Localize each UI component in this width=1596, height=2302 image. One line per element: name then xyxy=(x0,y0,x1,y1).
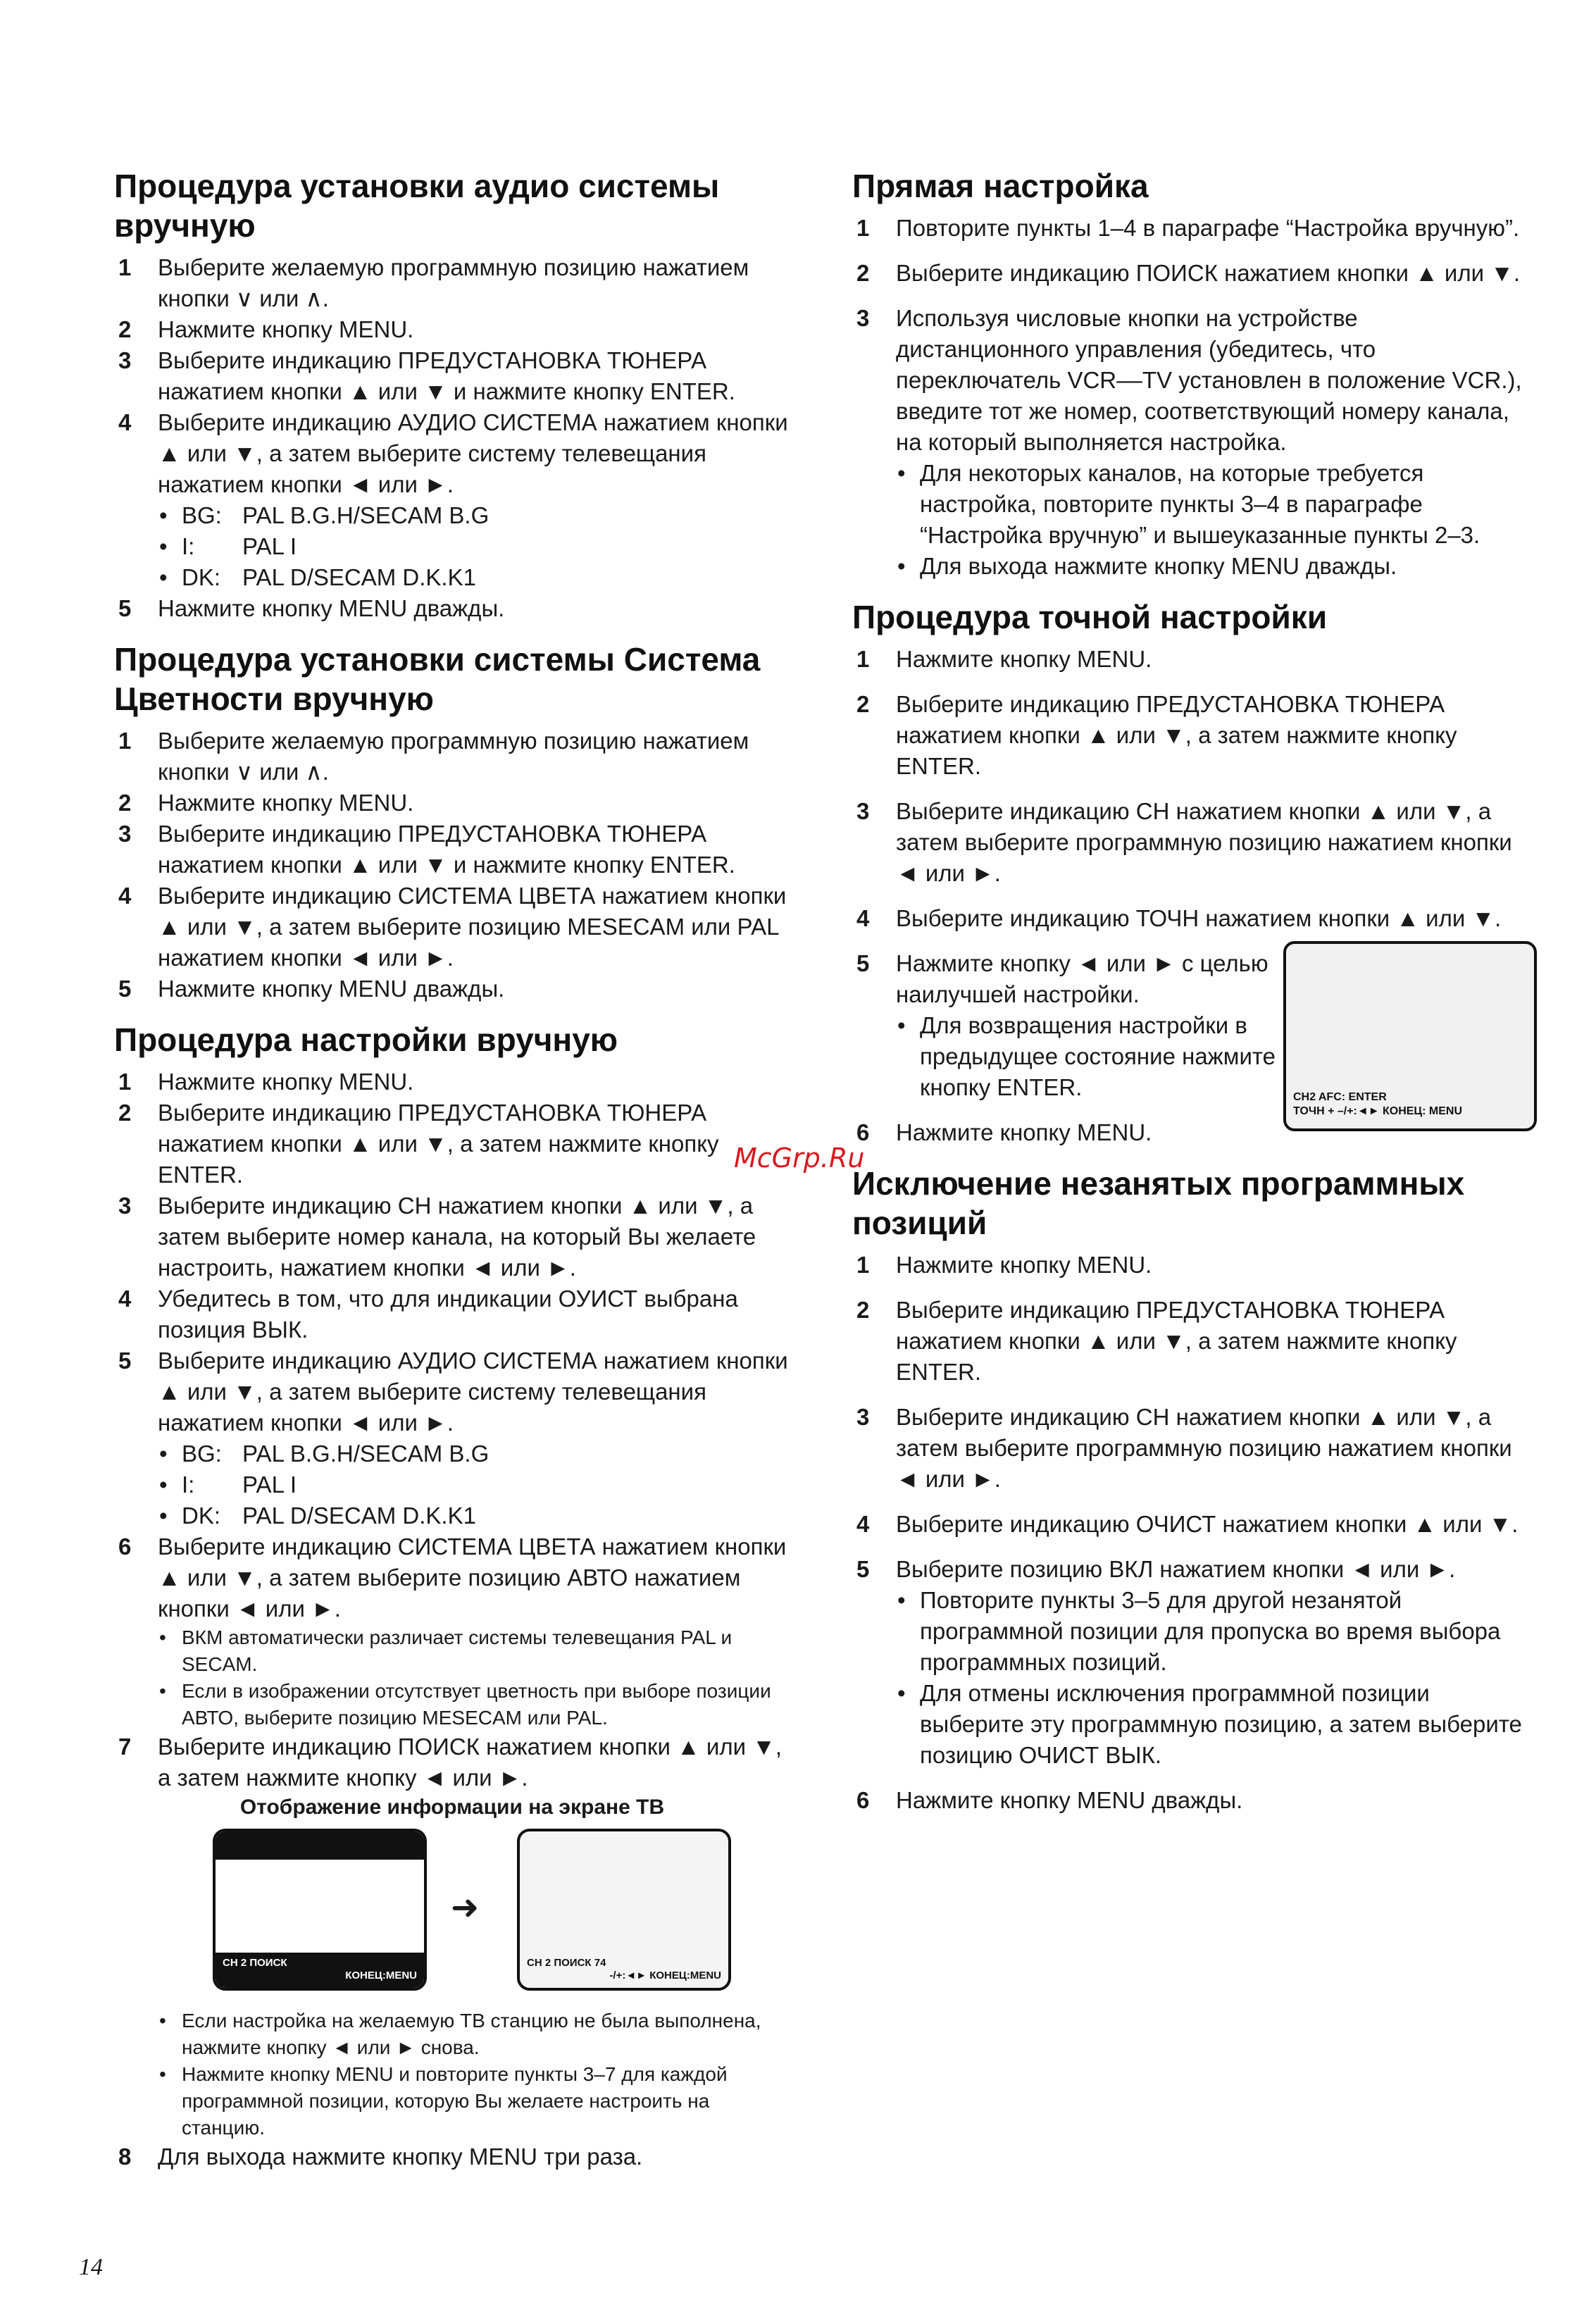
right-column xyxy=(852,166,1534,1831)
list-item: 5 Нажмите кнопку ◄ или ► с целью наилучшей настройки. • Для возвращения настройки в предыдущее состояние нажмите кнопку ENTER. xyxy=(852,948,1276,1103)
list-item: 1 Нажмите кнопку MENU. xyxy=(856,646,1152,672)
tv-screens xyxy=(114,1829,790,1998)
note-item: • ВКМ автоматически различает системы телевещания PAL и SECAM. xyxy=(158,1624,790,1678)
list-item: 5 Нажмите кнопку MENU дважды. xyxy=(118,595,505,621)
fine-step5-wrap xyxy=(852,948,1534,1117)
section-title-fine: Процедура точной настройки xyxy=(852,599,1328,635)
note-item: • Для отмены исключения программной позиции выберите эту программную позицию, а затем выберите позицию ОЧИСТ ВЫК. xyxy=(896,1678,1534,1771)
section-title-manual: Процедура настройки вручную xyxy=(114,1021,618,1058)
screen-osd: CH 2 ПОИСК 74 -/+:◄► КОНЕЦ:MENU xyxy=(527,1957,721,1981)
list-item: 4 Выберите индикацию ТОЧН нажатием кнопки ▲ или ▼. xyxy=(856,905,1502,931)
steps-direct xyxy=(852,213,1534,582)
list-item: 4 Убедитесь в том, что для индикации ОУИСТ выбрана позиция ВЫК. xyxy=(118,1286,738,1343)
bullet-item: • I: PAL I xyxy=(158,1469,790,1500)
list-item: 3 Выберите индикацию CH нажатием кнопки ▲ или ▼, а затем выберите номер канала, на который Вы желаете настроить, нажатием кнопки ◄ или ►. xyxy=(118,1193,756,1281)
list-item: 6 Выберите индикацию СИСТЕМА ЦВЕТА нажатием кнопки ▲ или ▼, а затем выберите позицию АВТО нажатием кнопки ◄ или ►. • ВКМ автоматически различает системы телевещания PAL и SECAM. • Если в изображении отсутствует цветность при выборе позиции АВТО, выберите позицию MESECAM или PAL. xyxy=(114,1531,790,1731)
bullet-item: • BG: PAL B.G.H/SECAM B.G xyxy=(158,500,790,531)
list-item: 1 Нажмите кнопку MENU. xyxy=(118,1069,414,1095)
steps-manual xyxy=(114,1066,790,2172)
left-column xyxy=(114,166,790,2188)
tv-screen-fine xyxy=(1283,941,1537,1131)
note-item: • Если настройка на желаемую ТВ станцию не была выполнена, нажмите кнопку ◄ или ► снова. xyxy=(158,2008,790,2061)
screen-caption: Отображение информации на экране ТВ xyxy=(239,1796,665,1819)
list-item: 6 Нажмите кнопку MENU дважды. xyxy=(856,1787,1243,1813)
steps-skip xyxy=(852,1250,1534,1816)
steps-audio xyxy=(114,252,790,624)
bullet-item: • BG: PAL B.G.H/SECAM B.G xyxy=(158,1438,790,1469)
steps-fine xyxy=(852,644,1534,1148)
list-item: 2 Нажмите кнопку MENU. xyxy=(118,790,414,816)
note-item: • Для некоторых каналов, на которые требуется настройка, повторите пункты 3–4 в параграфе “Настройка вручную” и вышеуказанные пункты 2–3. xyxy=(896,458,1534,551)
list-item: 2 Выберите индикацию ПРЕДУСТАНОВКА ТЮНЕРА нажатием кнопки ▲ или ▼, а затем нажмите кнопку ENTER. xyxy=(118,1100,719,1188)
list-item: 4 Выберите индикацию СИСТЕМА ЦВЕТА нажатием кнопки ▲ или ▼, а затем выберите позицию MESECAM или PAL нажатием кнопки ◄ или ►. xyxy=(118,883,787,971)
bullet-item: • I: PAL I xyxy=(158,531,790,562)
list-item: 1 Выберите желаемую программную позицию нажатием кнопки ∨ или ∧. xyxy=(118,728,749,785)
note-item: • Если в изображении отсутствует цветность при выборе позиции АВТО, выберите позицию MESECAM или PAL. xyxy=(158,1678,790,1731)
list-item: 1 Выберите желаемую программную позицию нажатием кнопки ∨ или ∧. xyxy=(118,254,749,311)
list-item: 1 Нажмите кнопку MENU. xyxy=(856,1252,1152,1278)
list-item: 5 Нажмите кнопку MENU дважды. xyxy=(118,976,505,1002)
list-item: 6 Нажмите кнопку MENU. xyxy=(856,1119,1152,1145)
list-item: 3 Выберите индикацию CH нажатием кнопки ▲ или ▼, а затем выберите программную позицию нажатием кнопки ◄ или ►. xyxy=(856,798,1512,886)
list-item: 1 Повторите пункты 1–4 в параграфе “Настройка вручную”. xyxy=(856,215,1520,241)
list-item: 8 Для выхода нажмите кнопку MENU три раза. xyxy=(118,2144,643,2170)
bullet-item: • DK: PAL D/SECAM D.K.K1 xyxy=(158,562,790,593)
list-item: 3 Выберите индикацию ПРЕДУСТАНОВКА ТЮНЕРА нажатием кнопки ▲ или ▼ и нажмите кнопку ENTER. xyxy=(118,347,735,404)
page-number: 14 xyxy=(79,2254,103,2280)
note-item: • Нажмите кнопку MENU и повторите пункты 3–7 для каждой программной позиции, которую Вы желаете настроить на станцию. xyxy=(158,2061,790,2141)
steps-color xyxy=(114,726,790,1004)
note-item: • Для выхода нажмите кнопку MENU дважды. xyxy=(896,551,1534,582)
screen-osd: CH2 AFC: ENTER ТОЧН + –/+:◄► КОНЕЦ: MENU xyxy=(1293,1091,1462,1117)
section-title-direct: Прямая настройка xyxy=(852,168,1149,204)
section-title-color: Процедура установки системы Система Цветности вручную xyxy=(114,641,761,717)
list-item: 4 Выберите индикацию ОЧИСТ нажатием кнопки ▲ или ▼. xyxy=(856,1511,1519,1537)
screen-band xyxy=(216,1831,424,1860)
note-item: • Повторите пункты 3–5 для другой незанятой программной позиции для пропуска во время выбора программных позиций. xyxy=(896,1585,1534,1678)
bullet-item: • DK: PAL D/SECAM D.K.K1 xyxy=(158,1500,790,1531)
list-item: 3 Выберите индикацию CH нажатием кнопки ▲ или ▼, а затем выберите программную позицию нажатием кнопки ◄ или ►. xyxy=(856,1404,1512,1492)
section-title-audio: Процедура установки аудио системы вручную xyxy=(114,168,720,244)
tv-screen-after xyxy=(517,1829,731,1991)
list-item: 2 Выберите индикацию ПОИСК нажатием кнопки ▲ или ▼. xyxy=(856,260,1521,286)
section-title-skip: Исключение незанятых программных позиций xyxy=(852,1165,1465,1241)
list-item: 5 Выберите индикацию АУДИО СИСТЕМА нажатием кнопки ▲ или ▼, а затем выберите систему телевещания нажатием кнопки ◄ или ►. • BG: PAL B.G.H/SECAM B.G • I: PAL I • DK: PAL D/SECAM D.K.K1 xyxy=(114,1345,790,1531)
tv-screen-before xyxy=(213,1829,427,1991)
arrow-right-icon: ➜ xyxy=(451,1889,480,1927)
list-item: 3 Используя числовые кнопки на устройстве дистанционного управления (убедитесь, что переключатель VCR––TV установлен в положение VCR.), введите тот же номер, соответствующий номеру канала, на который выполняется настройка. • Для некоторых каналов, на которые требуется настройка, повторите пункты 3–4 в параграфе “Настройка вручную” и вышеуказанные пункты 2–3. • Для выхода нажмите кнопку MENU дважды. xyxy=(852,303,1534,582)
list-item: 2 Выберите индикацию ПРЕДУСТАНОВКА ТЮНЕРА нажатием кнопки ▲ или ▼, а затем нажмите кнопку ENTER. xyxy=(856,1297,1457,1385)
list-item: 5 Выберите позицию ВКЛ нажатием кнопки ◄ или ►. • Повторите пункты 3–5 для другой незанятой программной позиции для пропуска во время выбора программных позиций. • Для отмены исключения программной позиции выберите эту программную позицию, а затем выберите позицию ОЧИСТ ВЫК. xyxy=(852,1554,1534,1771)
note-item: • Для возвращения настройки в предыдущее состояние нажмите кнопку ENTER. xyxy=(896,1010,1276,1103)
list-item: 2 Нажмите кнопку MENU. xyxy=(118,316,414,342)
list-item: 7 Выберите индикацию ПОИСК нажатием кнопки ▲ или ▼, а затем нажмите кнопку ◄ или ►. xyxy=(118,1734,783,1791)
watermark: McGrp.Ru xyxy=(734,1143,865,1174)
list-item: 3 Выберите индикацию ПРЕДУСТАНОВКА ТЮНЕРА нажатием кнопки ▲ или ▼ и нажмите кнопку ENTER. xyxy=(118,821,735,878)
list-item: 2 Выберите индикацию ПРЕДУСТАНОВКА ТЮНЕРА нажатием кнопки ▲ или ▼, а затем нажмите кнопку ENTER. xyxy=(856,691,1457,779)
list-item: 4 Выберите индикацию АУДИО СИСТЕМА нажатием кнопки ▲ или ▼, а затем выберите систему телевещания нажатием кнопки ◄ или ►. • BG: PAL B.G.H/SECAM B.G • I: PAL I • DK: PAL D/SECAM D.K.K1 xyxy=(114,407,790,593)
screen-osd: CH 2 ПОИСК КОНЕЦ:MENU xyxy=(216,1953,424,1988)
